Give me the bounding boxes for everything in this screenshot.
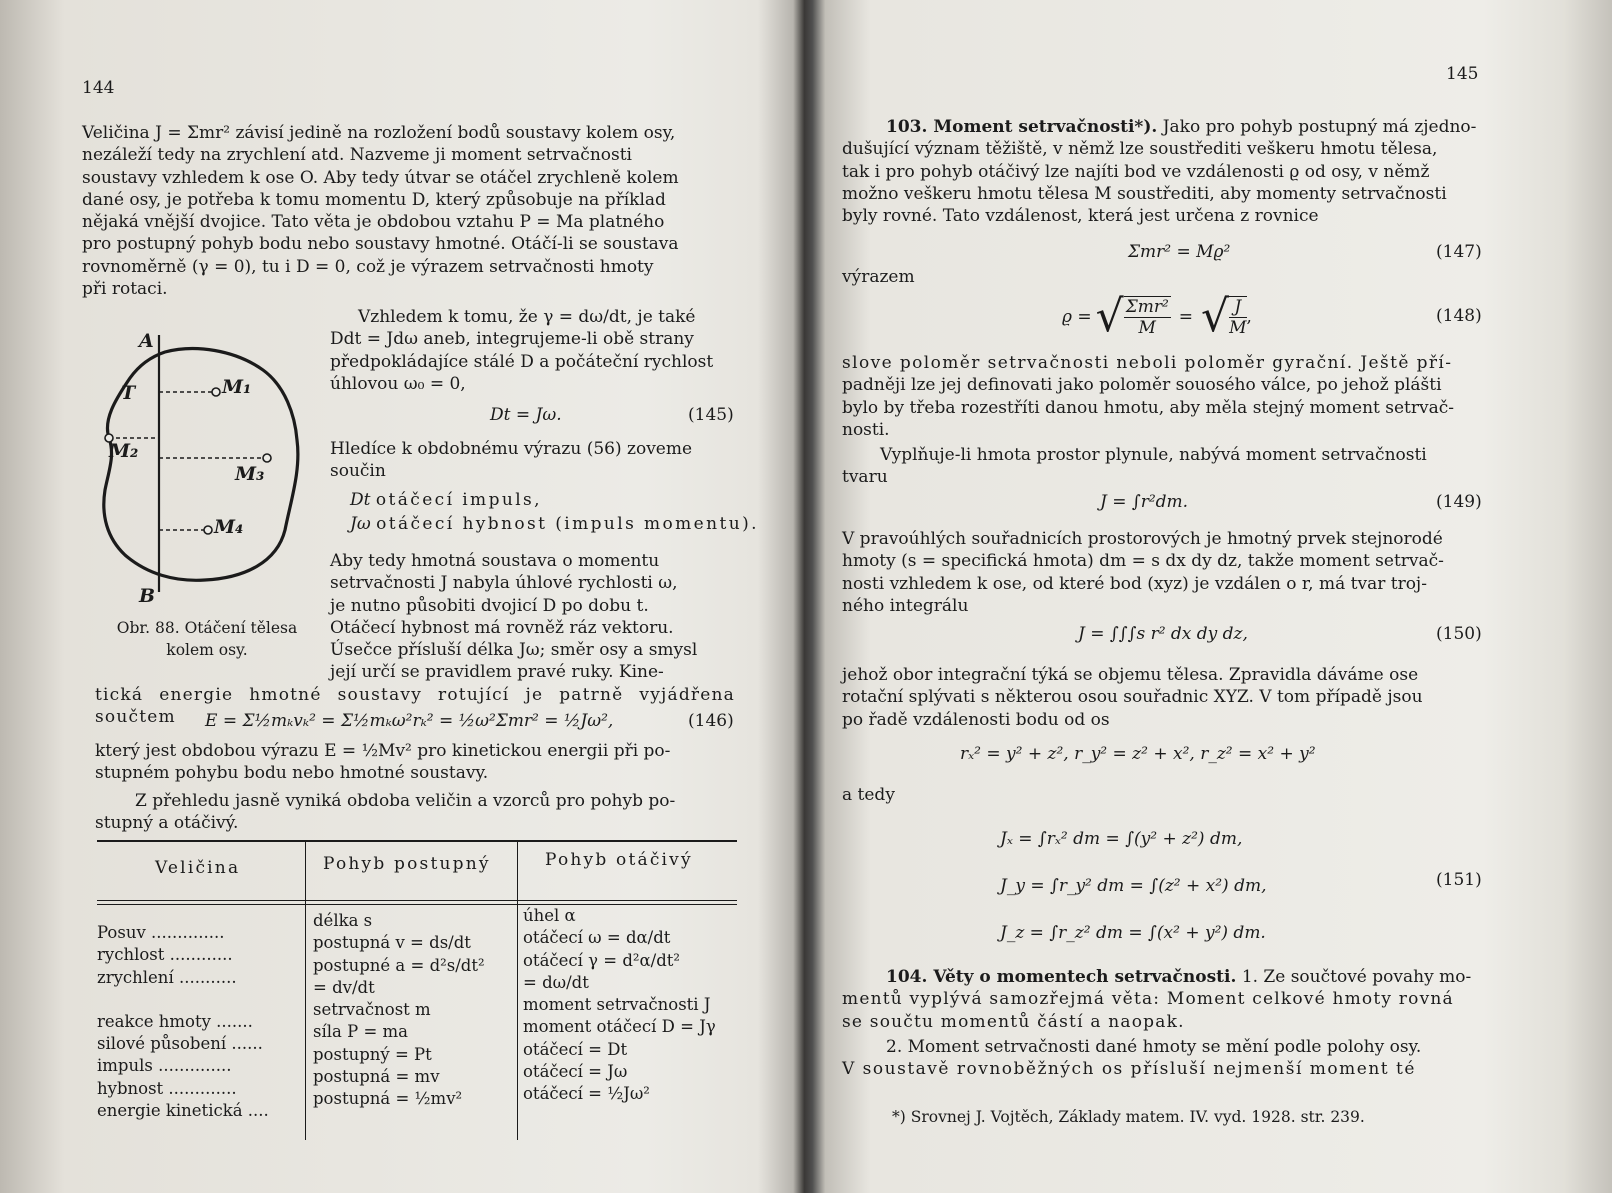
sqrt-icon: √ [1095, 291, 1124, 342]
page-number: 145 [1446, 64, 1479, 84]
equation-r-squared: rₓ² = y² + z², r_y² = z² + x², r_z² = x² + y² [960, 744, 1316, 764]
paragraph-parallel-axes [842, 1036, 1482, 1081]
table-cell: impuls .............. [97, 1056, 232, 1076]
text-line: tak i pro pohyb otáčivý lze najíti bod ve vzdálenosti ϱ od osy, v němž [842, 161, 1430, 182]
fraction-numerator: J [1229, 297, 1246, 318]
table-header: Veličina [155, 858, 241, 878]
text-line: Veličina J = Σmr² závisí jedině na rozložení bodů soustavy kolem osy, [82, 123, 676, 143]
table-cell: rychlost ............ [97, 945, 233, 965]
table-cell: postupné a = d²s/dt² [313, 955, 485, 975]
paragraph-vector [330, 550, 730, 684]
paragraph-overview [95, 790, 735, 835]
text-line-content: tická energie hmotné soustavy rotující je patrně vyjádřena součtem [95, 685, 735, 728]
paragraph-continuous [842, 444, 1482, 489]
text-line: setrvačnosti J nabyla úhlové rychlosti ω, [330, 573, 678, 594]
table-header: Pohyb otáčivý [545, 850, 693, 870]
paragraph-impulse [330, 438, 730, 483]
figure-drawing [95, 330, 310, 610]
text-line: její určí se pravidlem pravé ruky. Kine- [330, 662, 664, 683]
text-line: V pravoúhlých souřadnicích prostorových je hmotný prvek stejnorodé [842, 529, 1443, 549]
text-line: pro postupný pohyb bodu nebo soustavy hmotné. Otáčí-li se soustava [82, 234, 679, 255]
table-cell: otáčecí = Dt [523, 1039, 628, 1059]
figure-label-b: B [139, 585, 156, 607]
equation-148 [1062, 290, 1252, 344]
text-line-content: Jako pro pohyb postupný má zjedno- [1162, 117, 1477, 137]
equation-line: J_y = ∫r_y² dm = ∫(z² + x²) dm, [1000, 876, 1267, 896]
text-line: nosti. [842, 419, 890, 440]
table-cell: zrychlení ........... [97, 967, 237, 987]
table-cell: otáčecí ω = dα/dt [523, 928, 671, 948]
table-cell: otáčecí γ = d²α/dt² [523, 950, 681, 970]
text-line: Aby tedy hmotná soustava o momentu [330, 551, 660, 571]
text-line: Hledíce k obdobnému výrazu (56) zoveme [330, 439, 693, 459]
table-header: Pohyb postupný [323, 854, 491, 874]
table-cell: úhel α [523, 906, 576, 925]
table-cell: reakce hmoty ....... [97, 1011, 253, 1031]
equation-number: (150) [1436, 624, 1482, 644]
text-line-content: V soustavě rovnoběžných os přísluší nejmenší moment té [842, 1059, 1416, 1080]
text-line: a tedy [842, 785, 895, 805]
page-number: 144 [82, 78, 115, 98]
text-line [842, 988, 1482, 1010]
fraction [1124, 296, 1171, 338]
equation-number: (151) [1436, 870, 1482, 890]
text-line: Úsečce přísluší délka Jω; směr osy a smysl [330, 640, 698, 661]
text-line: při rotaci. [82, 279, 168, 300]
text-line-content: mentů vyplývá samozřejmá věta: Moment celkové hmoty rovná [842, 989, 1454, 1010]
figure-label-t: T [121, 382, 136, 404]
section-heading: 104. Věty o momentech setrvačnosti. [886, 967, 1237, 987]
equation-145: Dt = Jω. [490, 405, 562, 425]
text-line: nosti vzhledem k ose, od které bod (xyz) je vzdálen o r, má tvar troj- [842, 573, 1427, 594]
text-line-content: slove poloměr setrvačnosti neboli poloměr gyrační. Ještě pří- [842, 353, 1453, 373]
term: otáčecí hybnost (impuls momentu). [376, 514, 759, 534]
paragraph-cartesian [842, 528, 1482, 617]
text-line: stupný a otáčivý. [95, 813, 239, 834]
table-cell: otáčecí = Jω [523, 1062, 628, 1082]
equation-number: (149) [1436, 492, 1482, 512]
text-line [842, 1011, 1482, 1033]
text-line: ného integrálu [842, 595, 969, 616]
figure-rotating-body [95, 330, 310, 610]
caption-line: Obr. 88. Otáčení tělesa [116, 619, 298, 637]
text-line [842, 116, 1482, 138]
text-line: po řadě vzdálenosti bodu od os [842, 709, 1110, 730]
term: otáčecí impuls, [375, 490, 542, 510]
comparison-table [97, 840, 737, 1140]
text-line: výrazem [842, 267, 915, 287]
text-line: Ddt = Jdω aneb, integrujeme-li obě strany [330, 329, 694, 350]
text-line: dušující význam těžiště, v němž lze soustřediti veškeru hmotu tělesa, [842, 139, 1438, 160]
text-line [842, 352, 1482, 374]
footnote: *) Srovnej J. Vojtěch, Základy matem. IV. vyd. 1928. str. 239. [892, 1108, 1365, 1126]
equation-147: Σmr² = Mϱ² [1128, 242, 1231, 262]
text-line: je nutno působiti dvojicí D po dobu t. [330, 595, 649, 616]
text-line: součin [330, 461, 386, 482]
text-line: 2. Moment setrvačnosti dané hmoty se mění podle polohy osy. [886, 1037, 1422, 1057]
table-cell: setrvačnost m [313, 1000, 431, 1020]
figure-caption [96, 617, 318, 661]
text-line: Vzhledem k tomu, že γ = dω/dt, je také [358, 307, 696, 327]
left-page [0, 0, 795, 1193]
eq-lhs: ϱ = [1062, 307, 1092, 327]
text-line: tvaru [842, 467, 888, 488]
equation-number: (146) [688, 711, 734, 731]
table-cell: = dv/dt [313, 977, 375, 997]
eq-sign: = [1178, 307, 1194, 327]
figure-label-m3: M₃ [235, 463, 265, 485]
text-line: Otáčecí hybnost má rovněž ráz vektoru. [330, 617, 674, 638]
table-cell: postupná = mv [313, 1067, 440, 1087]
equation-149: J = ∫r²dm. [1100, 492, 1189, 512]
text-line [842, 966, 1482, 988]
paragraph-angular [330, 306, 730, 395]
table-cell: délka s [313, 911, 373, 930]
table-cell: otáčecí = ½Jω² [523, 1084, 650, 1104]
definition-impulse [350, 490, 542, 510]
sqrt-icon: √ [1201, 291, 1230, 342]
figure-label-m2: M₂ [109, 440, 139, 462]
equation-line: Jₓ = ∫rₓ² dm = ∫(y² + z²) dm, [1000, 829, 1243, 849]
table-cell [97, 989, 269, 1011]
table-cell: síla P = ma [313, 1022, 409, 1042]
table-column-rotational [523, 905, 716, 1106]
table-cell: = dω/dt [523, 972, 589, 992]
text-line: padněji lze jej definovati jako poloměr souosého válce, po jehož plášti [842, 375, 1442, 396]
text-line: hmoty (s = specifická hmota) dm = s dx dy dz, takže moment setrvač- [842, 551, 1444, 572]
text-line: nějaká vnější dvojice. Tato věta je obdobou vztahu P = Ma platného [82, 212, 665, 233]
right-page [810, 0, 1612, 1193]
symbol: Dt [350, 490, 371, 510]
section-104 [842, 966, 1482, 1033]
text-line: bylo by třeba rozestříti danou hmotu, aby měla stejný moment setrvač- [842, 397, 1454, 418]
text-line: soustavy vzhledem k ose O. Aby tedy útvar se otáčel zrychleně kolem [82, 167, 679, 188]
text-line-content: 1. Ze součtové povahy mo- [1241, 967, 1472, 987]
symbol: Jω [350, 514, 371, 534]
paragraph-moment-definition [82, 122, 722, 300]
section-103 [842, 116, 1482, 227]
equation-146: E = Σ½mₖvₖ² = Σ½mₖω²rₖ² = ½ω²Σmr² = ½Jω², [205, 711, 614, 731]
text-line: předpokládajíce stálé D a počáteční rychlost [330, 351, 714, 372]
equation-line: J_z = ∫r_z² dm = ∫(x² + y²) dm. [1000, 923, 1266, 943]
text-line: nezáleží tedy na zrychlení atd. Nazveme ji moment setrvačnosti [82, 145, 632, 166]
equation-number: (147) [1436, 242, 1482, 262]
equation-number: (145) [688, 405, 734, 425]
table-column-quantity [97, 922, 269, 1122]
paragraph-radius-gyration [842, 352, 1482, 441]
fraction [1229, 296, 1246, 338]
table-cell: silové působení ...... [97, 1034, 263, 1054]
text-line: možno veškeru hmotu tělesa M soustřediti, aby momenty setrvačnosti [842, 183, 1447, 204]
table-cell: postupná v = ds/dt [313, 933, 471, 953]
text-line: jehož obor integrační týká se objemu tělesa. Zpravidla dáváme ose [842, 665, 1419, 685]
figure-label-m1: M₁ [222, 376, 252, 398]
text-line-content: se součtu momentů částí a naopak. [842, 1011, 1185, 1032]
caption-line: kolem osy. [166, 641, 248, 659]
definition-momentum [350, 514, 759, 534]
table-cell: moment setrvačnosti J [523, 995, 711, 1015]
figure-label-m4: M₄ [214, 516, 244, 538]
text-line: rotační splývati s některou osou souřadnic XYZ. V tom případě jsou [842, 687, 1423, 708]
fraction-denominator: M [1138, 318, 1156, 338]
text-line: stupném pohybu bodu nebo hmotné soustavy. [95, 763, 489, 784]
equation-number: (148) [1436, 306, 1482, 326]
paragraph-axes [842, 664, 1482, 731]
paragraph-kinetic [95, 740, 735, 785]
text-line: Z přehledu jasně vyniká obdoba veličin a vzorců pro pohyb po- [135, 791, 676, 811]
figure-label-a: A [139, 330, 154, 352]
table-cell: moment otáčecí D = Jγ [523, 1017, 716, 1037]
text-line: dané osy, je potřeba k tomu momentu D, který způsobuje na příklad [82, 189, 666, 210]
table-cell: postupný = Pt [313, 1044, 432, 1064]
text-line: byly rovné. Tato vzdálenost, která jest určena z rovnice [842, 206, 1319, 227]
text-line: úhlovou ω₀ = 0, [330, 373, 466, 394]
equation-151 [1000, 816, 1267, 957]
section-heading: 103. Moment setrvačnosti*). [886, 117, 1158, 137]
equation-150: J = ∫∫∫s r² dx dy dz, [1078, 624, 1248, 644]
table-cell: Posuv .............. [97, 923, 225, 942]
table-column-translational [313, 910, 485, 1111]
text-line: rovnoměrně (γ = 0), tu i D = 0, což je výrazem setrvačnosti hmoty [82, 256, 654, 277]
text-line: který jest obdobou výrazu E = ½Mv² pro kinetickou energii při po- [95, 741, 671, 761]
text-line: Vyplňuje-li hmota prostor plynule, nabývá moment setrvačnosti [880, 445, 1427, 465]
table-cell: energie kinetická .... [97, 1101, 269, 1121]
eq-comma: , [1246, 307, 1252, 327]
fraction-numerator: Σmr² [1125, 297, 1169, 317]
table-cell: hybnost ............. [97, 1078, 237, 1098]
fraction-denominator: M [1229, 318, 1247, 338]
text-line [842, 1058, 1482, 1080]
table-cell: postupná = ½mv² [313, 1089, 463, 1109]
